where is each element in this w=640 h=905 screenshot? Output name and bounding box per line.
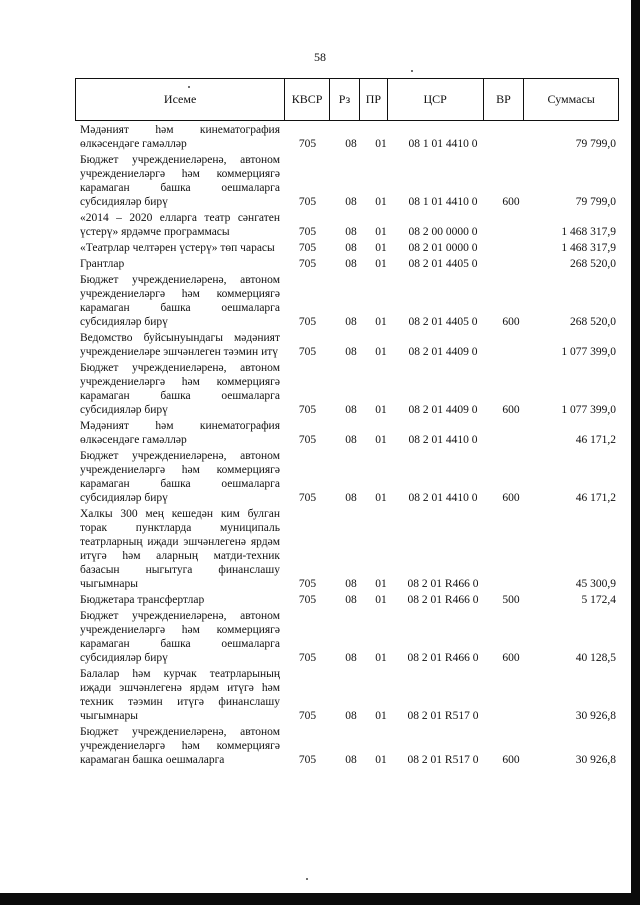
- row-name: Бюджет учреждениеләренә, автоном учреждениеләргә һәм коммерциягә карамаган башка оешмаларга субсидияләр бирү: [80, 362, 280, 416]
- page-number: 58: [314, 50, 326, 64]
- row-kvsr: 705: [298, 594, 317, 606]
- table-row: [80, 609, 620, 665]
- row-name: Ведомство буйсынуындагы мәдәният учреждениеләре эшчәнлеген тәэмин итү: [80, 332, 280, 358]
- row-name: Бюджетара трансфертлар: [80, 594, 205, 606]
- row-name: «2014 – 2020 елларга театр сәнгатен үстерү» ярдәмче программасы: [80, 212, 280, 238]
- header-kvsr: КВСР: [285, 79, 330, 120]
- row-pr: 01: [375, 434, 387, 446]
- row-pr: 01: [375, 492, 387, 504]
- row-name: Бюджет учреждениеләренә, автоном учреждениеләргә һәм коммерциягә карамаган башка оешмаларга субсидияләр бирү: [80, 154, 280, 208]
- header-csr: ЦСР: [388, 79, 484, 120]
- row-csr: 08 2 01 R517 0: [407, 754, 479, 766]
- row-rz: 08: [345, 578, 357, 590]
- row-pr: 01: [375, 578, 387, 590]
- row-vr: 500: [502, 594, 520, 606]
- row-kvsr: 705: [298, 710, 317, 722]
- row-rz: 08: [345, 346, 357, 358]
- table-header: [75, 78, 619, 121]
- row-kvsr: 705: [298, 404, 317, 416]
- row-csr: 08 2 01 R466 0: [407, 594, 479, 606]
- row-sum: 79 799,0: [575, 196, 616, 208]
- row-sum: 79 799,0: [575, 138, 616, 150]
- row-csr: 08 2 01 4410 0: [408, 492, 478, 504]
- row-pr: 01: [375, 594, 387, 606]
- table-row: [80, 507, 620, 591]
- scan-edge-right: [631, 0, 640, 905]
- row-pr: 01: [375, 652, 387, 664]
- row-sum: 1 468 317,9: [561, 242, 616, 254]
- row-name: Бюджет учреждениеләренә, автоном учреждениеләргә һәм коммерциягә карамаган башка оешмаларга субсидияләр бирү: [80, 610, 280, 664]
- row-vr: 600: [502, 404, 520, 416]
- row-csr: 08 2 01 R466 0: [407, 652, 479, 664]
- table-row: [80, 667, 620, 723]
- row-csr: 08 1 01 4410 0: [408, 196, 478, 208]
- row-csr: 08 2 01 R466 0: [407, 578, 479, 590]
- table-row: [80, 725, 620, 767]
- table-row: [80, 211, 620, 239]
- row-rz: 08: [345, 754, 357, 766]
- row-vr: 600: [502, 316, 520, 328]
- row-name: Халкы 300 мең кешедән ким булган торак пунктларда муниципаль театрларның иҗади эшчәнлегенә ярдәм итүгә һәм аларның матди-техник базасын ныгытуга финанслашу чыгымнары: [80, 508, 280, 590]
- row-rz: 08: [345, 138, 357, 150]
- scan-speck: [306, 878, 308, 880]
- table-row: [80, 331, 620, 359]
- row-rz: 08: [345, 652, 357, 664]
- row-rz: 08: [345, 710, 357, 722]
- row-rz: 08: [345, 242, 357, 254]
- row-rz: 08: [345, 594, 357, 606]
- row-csr: 08 2 01 4409 0: [408, 404, 478, 416]
- row-csr: 08 2 00 0000 0: [408, 226, 478, 238]
- row-name: Бюджет учреждениеләренә, автоном учреждениеләргә һәм коммерциягә карамаган башка оешмаларга: [80, 726, 280, 766]
- table-row: [80, 593, 620, 607]
- row-csr: 08 1 01 4410 0: [408, 138, 478, 150]
- row-kvsr: 705: [298, 434, 317, 446]
- header-sum: Суммасы: [547, 92, 595, 106]
- row-name: Мәдәният һәм кинематография өлкәсендәге гамәлләр: [80, 420, 280, 446]
- row-pr: 01: [375, 346, 387, 358]
- header-rz: Рз: [330, 79, 360, 120]
- row-pr: 01: [375, 196, 387, 208]
- row-name: Грантлар: [80, 258, 125, 270]
- row-rz: 08: [345, 492, 357, 504]
- row-sum: 30 926,8: [575, 710, 616, 722]
- row-name: «Театрлар челтәрен үстерү» төп чарасы: [80, 242, 275, 254]
- table-row: [80, 419, 620, 447]
- row-sum: 46 171,2: [575, 434, 616, 446]
- row-csr: 08 2 01 4405 0: [408, 316, 478, 328]
- row-pr: 01: [375, 242, 387, 254]
- row-pr: 01: [375, 754, 387, 766]
- table-body: [80, 123, 620, 769]
- row-kvsr: 705: [298, 346, 317, 358]
- table-row: [80, 361, 620, 417]
- row-sum: 268 520,0: [570, 258, 616, 270]
- row-pr: 01: [375, 258, 387, 270]
- row-sum: 5 172,4: [581, 594, 616, 606]
- row-csr: 08 2 01 4405 0: [408, 258, 478, 270]
- row-kvsr: 705: [298, 138, 317, 150]
- row-name: Бюджет учреждениеләренә, автоном учреждениеләргә һәм коммерциягә карамаган башка оешмаларга субсидияләр бирү: [80, 274, 280, 328]
- row-pr: 01: [375, 404, 387, 416]
- row-sum: 46 171,2: [575, 492, 616, 504]
- row-vr: 600: [502, 754, 520, 766]
- row-kvsr: 705: [298, 196, 317, 208]
- row-sum: 1 077 399,0: [561, 346, 616, 358]
- row-sum: 45 300,9: [575, 578, 616, 590]
- row-vr: 600: [502, 492, 520, 504]
- table-row: [80, 449, 620, 505]
- row-csr: 08 2 01 0000 0: [408, 242, 478, 254]
- row-csr: 08 2 01 4410 0: [408, 434, 478, 446]
- row-pr: 01: [375, 226, 387, 238]
- row-kvsr: 705: [298, 242, 317, 254]
- row-kvsr: 705: [298, 754, 317, 766]
- row-kvsr: 705: [298, 316, 317, 328]
- row-sum: 30 926,8: [575, 754, 616, 766]
- row-csr: 08 2 01 4409 0: [408, 346, 478, 358]
- row-kvsr: 705: [298, 492, 317, 504]
- row-name: Бюджет учреждениеләренә, автоном учреждениеләргә һәм коммерциягә карамаган башка оешмаларга субсидияләр бирү: [80, 450, 280, 504]
- row-csr: 08 2 01 R517 0: [407, 710, 479, 722]
- row-vr: 600: [502, 196, 520, 208]
- row-rz: 08: [345, 434, 357, 446]
- row-rz: 08: [345, 196, 357, 208]
- row-sum: 1 468 317,9: [561, 226, 616, 238]
- row-sum: 40 128,5: [575, 652, 616, 664]
- header-pr: ПР: [360, 79, 388, 120]
- row-pr: 01: [375, 710, 387, 722]
- row-kvsr: 705: [298, 652, 317, 664]
- row-kvsr: 705: [298, 258, 317, 270]
- row-rz: 08: [345, 258, 357, 270]
- row-rz: 08: [345, 226, 357, 238]
- row-rz: 08: [345, 404, 357, 416]
- header-name: Исеме: [76, 79, 285, 120]
- table-row: [80, 123, 620, 151]
- row-vr: 600: [502, 652, 520, 664]
- header-vr: ВР: [484, 79, 525, 120]
- table-row: [80, 257, 620, 271]
- row-kvsr: 705: [298, 578, 317, 590]
- table-row: [80, 153, 620, 209]
- scan-speck: [411, 70, 413, 72]
- row-pr: 01: [375, 138, 387, 150]
- table-row: [80, 273, 620, 329]
- scan-edge-bottom: [0, 893, 640, 905]
- row-rz: 08: [345, 316, 357, 328]
- row-name: Балалар һәм курчак театрларының иҗади эшчәнлегенә ярдәм итүгә һәм техник тәэмин итүгә финанслашу чыгымнары: [80, 668, 280, 722]
- row-sum: 268 520,0: [570, 316, 616, 328]
- row-pr: 01: [375, 316, 387, 328]
- table-row: [80, 241, 620, 255]
- row-sum: 1 077 399,0: [561, 404, 616, 416]
- row-kvsr: 705: [298, 226, 317, 238]
- row-name: Мәдәният һәм кинематография өлкәсендәге гамәлләр: [80, 124, 280, 150]
